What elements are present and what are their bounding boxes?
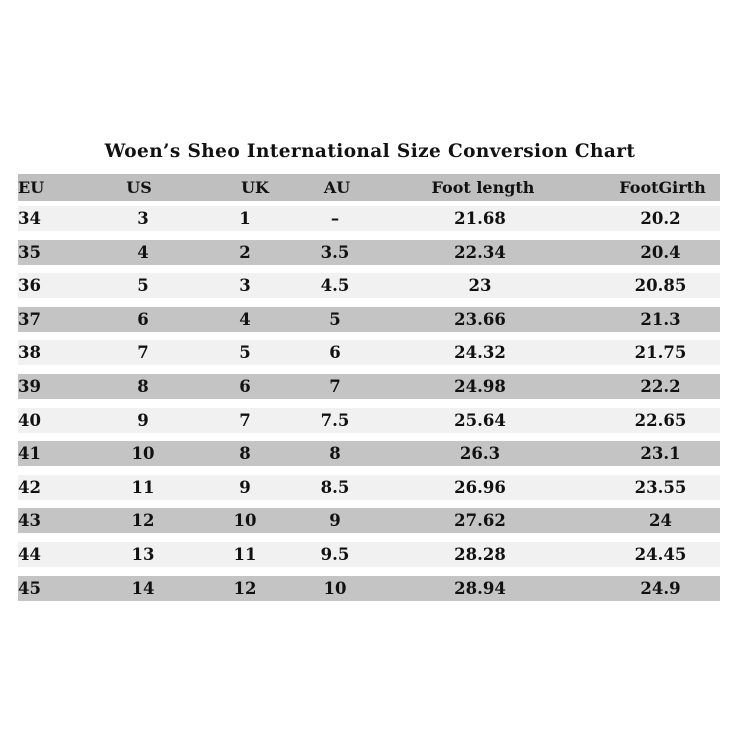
cell-us: 5 (137, 276, 149, 296)
cell-foot-length: 24.98 (454, 376, 506, 396)
table-row (18, 340, 720, 365)
cell-foot-girth: 24.9 (640, 578, 681, 598)
cell-foot-girth: 20.4 (640, 242, 681, 262)
cell-au: 9 (329, 511, 341, 531)
cell-us: 3 (137, 209, 149, 228)
column-header-eu: EU (18, 178, 45, 197)
table-row (18, 307, 720, 332)
cell-foot-length: 28.28 (454, 544, 506, 564)
cell-uk: 3 (239, 276, 251, 296)
cell-foot-girth: 24.45 (634, 544, 687, 564)
table-row (18, 240, 720, 265)
cell-foot-girth: 23.55 (634, 477, 687, 497)
cell-us: 11 (131, 477, 155, 497)
cell-uk: 9 (239, 477, 251, 497)
cell-uk: 12 (233, 578, 257, 598)
cell-au: 7.5 (320, 410, 350, 430)
chart-title: Woen’s Sheo International Size Conversion Chart (104, 141, 636, 162)
column-header-foot-girth: FootGirth (619, 178, 706, 197)
table-row (18, 576, 720, 601)
cell-foot-girth: 23.1 (640, 444, 681, 464)
cell-foot-girth: 20.2 (640, 209, 681, 228)
cell-eu: 40 (18, 410, 41, 430)
cell-uk: 8 (239, 444, 251, 464)
cell-eu: 42 (18, 477, 41, 497)
cell-uk: 10 (233, 511, 257, 531)
cell-eu: 45 (18, 578, 41, 598)
table-row (18, 206, 720, 231)
cell-foot-length: 22.34 (454, 242, 506, 262)
cell-foot-girth: 21.75 (634, 343, 687, 363)
cell-us: 6 (137, 309, 149, 329)
table-row (18, 441, 720, 466)
cell-foot-girth: 22.2 (640, 376, 681, 396)
cell-foot-length: 26.96 (454, 477, 506, 497)
cell-us: 10 (131, 444, 155, 464)
cell-uk: 7 (239, 410, 251, 430)
cell-uk: 1 (239, 209, 251, 228)
cell-au: 4.5 (320, 276, 350, 296)
cell-foot-length: 26.3 (459, 444, 501, 464)
cell-au: 8.5 (320, 477, 350, 497)
cell-au: 6 (329, 343, 341, 363)
cell-uk: 4 (239, 309, 251, 329)
table-row (18, 408, 720, 433)
cell-eu: 35 (18, 242, 41, 262)
cell-foot-girth: 22.65 (634, 410, 687, 430)
cell-us: 9 (137, 410, 149, 430)
table-body (18, 206, 720, 601)
cell-eu: 37 (18, 309, 41, 329)
cell-foot-girth: 21.3 (640, 309, 681, 329)
cell-eu: 44 (18, 544, 41, 564)
cell-eu: 36 (18, 276, 41, 296)
cell-us: 8 (137, 376, 149, 396)
cell-foot-length: 23.66 (454, 309, 506, 329)
cell-us: 14 (131, 578, 155, 598)
cell-eu: 38 (18, 343, 41, 363)
cell-us: 4 (137, 242, 149, 262)
cell-eu: 39 (18, 376, 41, 396)
cell-eu: 43 (18, 511, 41, 531)
cell-foot-girth: 24 (649, 511, 672, 531)
size-conversion-table (18, 174, 720, 609)
column-header-uk: UK (241, 178, 269, 197)
cell-au: 5 (329, 309, 341, 329)
cell-foot-length: 27.62 (454, 511, 506, 531)
cell-eu: 34 (18, 209, 41, 228)
cell-foot-length: 23 (468, 276, 492, 296)
cell-uk: 6 (239, 376, 251, 396)
table-row (18, 374, 720, 399)
cell-us: 12 (131, 511, 155, 531)
cell-au: 3.5 (320, 242, 350, 262)
column-header-au: AU (323, 178, 351, 197)
cell-au: – (330, 209, 340, 228)
cell-uk: 2 (239, 242, 251, 262)
table-row (18, 508, 720, 533)
table-row (18, 475, 720, 500)
cell-au: 9.5 (320, 544, 350, 564)
column-header-us: US (126, 178, 152, 197)
cell-au: 8 (329, 444, 341, 464)
cell-us: 7 (137, 343, 149, 363)
cell-au: 7 (329, 376, 341, 396)
cell-eu: 41 (18, 444, 41, 464)
table-row (18, 542, 720, 567)
cell-foot-length: 24.32 (454, 343, 506, 363)
table-header-row (18, 174, 720, 201)
cell-foot-length: 28.94 (454, 578, 506, 598)
column-header-foot-length: Foot length (431, 178, 535, 197)
cell-foot-length: 25.64 (454, 410, 506, 430)
cell-au: 10 (323, 578, 347, 598)
cell-foot-length: 21.68 (454, 209, 506, 228)
cell-uk: 11 (233, 544, 257, 564)
table-row (18, 273, 720, 298)
cell-us: 13 (131, 544, 155, 564)
cell-foot-girth: 20.85 (634, 276, 687, 296)
cell-uk: 5 (239, 343, 251, 363)
